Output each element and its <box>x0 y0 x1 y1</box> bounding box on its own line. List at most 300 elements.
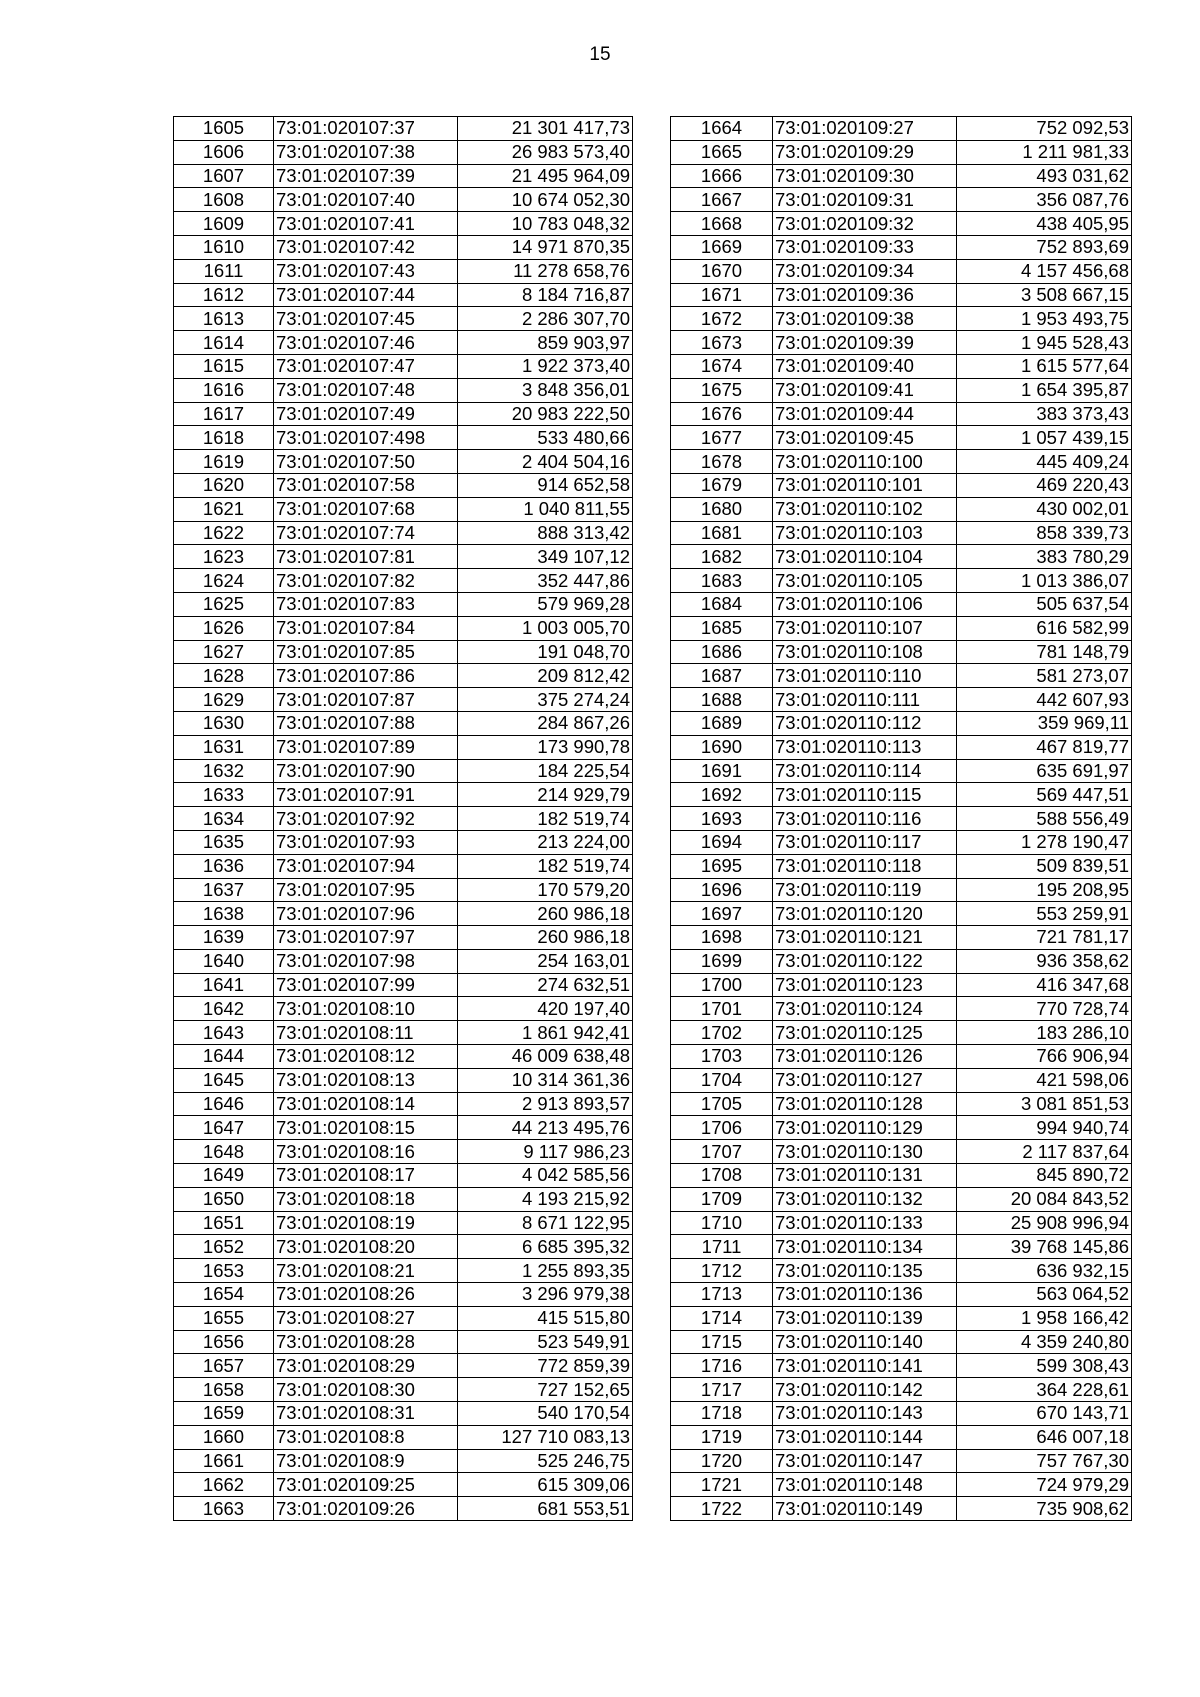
cadastral-value-cell: 581 273,07 <box>957 664 1132 688</box>
table-row <box>174 569 633 593</box>
cadastral-number-cell: 73:01:020110:101 <box>773 473 957 497</box>
cadastral-value-cell: 430 002,01 <box>957 497 1132 521</box>
cadastral-value-cell: 11 278 658,76 <box>458 259 633 283</box>
cadastral-value-cell: 8 671 122,95 <box>458 1211 633 1235</box>
cadastral-number-cell: 73:01:020110:144 <box>773 1425 957 1449</box>
table-row <box>174 1259 633 1283</box>
row-number-cell: 1666 <box>671 164 773 188</box>
cadastral-value-cell: 356 087,76 <box>957 188 1132 212</box>
table-row <box>174 807 633 831</box>
row-number-cell: 1713 <box>671 1283 773 1307</box>
cadastral-number-cell: 73:01:020108:26 <box>274 1283 458 1307</box>
cadastral-number-cell: 73:01:020107:74 <box>274 521 458 545</box>
row-number-cell: 1632 <box>174 759 274 783</box>
row-number-cell: 1680 <box>671 497 773 521</box>
cadastral-number-cell: 73:01:020109:38 <box>773 307 957 331</box>
cadastral-value-cell: 274 632,51 <box>458 973 633 997</box>
row-number-cell: 1606 <box>174 140 274 164</box>
table-row <box>174 1330 633 1354</box>
row-number-cell: 1673 <box>671 331 773 355</box>
cadastral-value-cell: 445 409,24 <box>957 450 1132 474</box>
table-body-right <box>671 117 1132 1521</box>
table-row <box>174 283 633 307</box>
cadastral-value-cell: 1 861 942,41 <box>458 1021 633 1045</box>
cadastral-number-cell: 73:01:020108:30 <box>274 1378 458 1402</box>
cadastral-number-cell: 73:01:020107:82 <box>274 569 458 593</box>
table-row <box>671 1045 1132 1069</box>
table-row <box>174 926 633 950</box>
cadastral-number-cell: 73:01:020110:105 <box>773 569 957 593</box>
cadastral-number-cell: 73:01:020107:37 <box>274 117 458 141</box>
cadastral-number-cell: 73:01:020107:81 <box>274 545 458 569</box>
row-number-cell: 1674 <box>671 354 773 378</box>
cadastral-number-cell: 73:01:020107:87 <box>274 688 458 712</box>
row-number-cell: 1678 <box>671 450 773 474</box>
row-number-cell: 1619 <box>174 450 274 474</box>
cadastral-value-cell: 1 958 166,42 <box>957 1306 1132 1330</box>
cadastral-value-cell: 9 117 986,23 <box>458 1140 633 1164</box>
cadastral-value-cell: 670 143,71 <box>957 1402 1132 1426</box>
cadastral-number-cell: 73:01:020108:17 <box>274 1164 458 1188</box>
table-row <box>671 830 1132 854</box>
row-number-cell: 1709 <box>671 1187 773 1211</box>
row-number-cell: 1657 <box>174 1354 274 1378</box>
page-number: 15 <box>589 44 611 65</box>
table-row <box>671 997 1132 1021</box>
table-row <box>174 307 633 331</box>
row-number-cell: 1712 <box>671 1259 773 1283</box>
cadastral-number-cell: 73:01:020107:41 <box>274 212 458 236</box>
cadastral-number-cell: 73:01:020107:84 <box>274 616 458 640</box>
row-number-cell: 1694 <box>671 830 773 854</box>
table-row <box>174 1045 633 1069</box>
row-number-cell: 1652 <box>174 1235 274 1259</box>
table-row <box>671 140 1132 164</box>
cadastral-value-cell: 6 685 395,32 <box>458 1235 633 1259</box>
cadastral-number-cell: 73:01:020110:112 <box>773 711 957 735</box>
cadastral-value-cell: 127 710 083,13 <box>458 1425 633 1449</box>
cadastral-number-cell: 73:01:020110:141 <box>773 1354 957 1378</box>
cadastral-number-cell: 73:01:020109:27 <box>773 117 957 141</box>
table-row <box>671 426 1132 450</box>
cadastral-number-cell: 73:01:020108:8 <box>274 1425 458 1449</box>
cadastral-number-cell: 73:01:020109:29 <box>773 140 957 164</box>
table-row <box>174 1116 633 1140</box>
row-number-cell: 1633 <box>174 783 274 807</box>
table-row <box>671 711 1132 735</box>
table-row <box>671 1354 1132 1378</box>
table-row <box>174 616 633 640</box>
cadastral-number-cell: 73:01:020110:115 <box>773 783 957 807</box>
table-row <box>174 545 633 569</box>
row-number-cell: 1625 <box>174 592 274 616</box>
cadastral-number-cell: 73:01:020110:147 <box>773 1449 957 1473</box>
cadastral-number-cell: 73:01:020107:42 <box>274 235 458 259</box>
table-row <box>174 973 633 997</box>
cadastral-number-cell: 73:01:020107:96 <box>274 902 458 926</box>
cadastral-number-cell: 73:01:020109:34 <box>773 259 957 283</box>
table-row <box>174 830 633 854</box>
table-row <box>671 545 1132 569</box>
cadastral-value-cell: 888 313,42 <box>458 521 633 545</box>
table-row <box>174 711 633 735</box>
table-row <box>671 212 1132 236</box>
cadastral-value-cell: 44 213 495,76 <box>458 1116 633 1140</box>
row-number-cell: 1644 <box>174 1045 274 1069</box>
table-row <box>671 1068 1132 1092</box>
table-row <box>174 878 633 902</box>
table-row <box>671 949 1132 973</box>
cadastral-value-cell: 4 359 240,80 <box>957 1330 1132 1354</box>
row-number-cell: 1684 <box>671 592 773 616</box>
cadastral-value-cell: 1 945 528,43 <box>957 331 1132 355</box>
cadastral-value-cell: 1 922 373,40 <box>458 354 633 378</box>
cadastral-value-cell: 170 579,20 <box>458 878 633 902</box>
row-number-cell: 1687 <box>671 664 773 688</box>
row-number-cell: 1651 <box>174 1211 274 1235</box>
table-row <box>174 854 633 878</box>
cadastral-value-cell: 727 152,65 <box>458 1378 633 1402</box>
cadastral-value-cell: 1 278 190,47 <box>957 830 1132 854</box>
cadastral-number-cell: 73:01:020108:20 <box>274 1235 458 1259</box>
table-row <box>174 1235 633 1259</box>
cadastral-number-cell: 73:01:020110:149 <box>773 1497 957 1521</box>
row-number-cell: 1636 <box>174 854 274 878</box>
cadastral-value-cell: 2 404 504,16 <box>458 450 633 474</box>
table-row <box>174 783 633 807</box>
table-row <box>174 997 633 1021</box>
table-row <box>174 759 633 783</box>
row-number-cell: 1708 <box>671 1164 773 1188</box>
cadastral-number-cell: 73:01:020108:29 <box>274 1354 458 1378</box>
row-number-cell: 1627 <box>174 640 274 664</box>
cadastral-number-cell: 73:01:020107:93 <box>274 830 458 854</box>
cadastral-number-cell: 73:01:020108:18 <box>274 1187 458 1211</box>
cadastral-value-cell: 553 259,91 <box>957 902 1132 926</box>
cadastral-value-cell: 182 519,74 <box>458 807 633 831</box>
cadastral-value-cell: 8 184 716,87 <box>458 283 633 307</box>
row-number-cell: 1658 <box>174 1378 274 1402</box>
cadastral-value-cell: 14 971 870,35 <box>458 235 633 259</box>
cadastral-number-cell: 73:01:020107:58 <box>274 473 458 497</box>
cadastral-number-cell: 73:01:020110:113 <box>773 735 957 759</box>
cadastral-value-cell: 616 582,99 <box>957 616 1132 640</box>
cadastral-number-cell: 73:01:020108:13 <box>274 1068 458 1092</box>
cadastral-number-cell: 73:01:020110:111 <box>773 688 957 712</box>
cadastral-value-cell: 615 309,06 <box>458 1473 633 1497</box>
table-row <box>174 402 633 426</box>
cadastral-number-cell: 73:01:020109:39 <box>773 331 957 355</box>
table-row <box>671 117 1132 141</box>
row-number-cell: 1699 <box>671 949 773 973</box>
table-row <box>671 759 1132 783</box>
table-row <box>174 1473 633 1497</box>
table-row <box>671 1402 1132 1426</box>
table-row <box>671 521 1132 545</box>
row-number-cell: 1701 <box>671 997 773 1021</box>
cadastral-number-cell: 73:01:020107:50 <box>274 450 458 474</box>
table-row <box>174 1497 633 1521</box>
table-row <box>174 164 633 188</box>
row-number-cell: 1631 <box>174 735 274 759</box>
cadastral-value-cell: 2 913 893,57 <box>458 1092 633 1116</box>
table-row <box>671 283 1132 307</box>
row-number-cell: 1614 <box>174 331 274 355</box>
table-row <box>174 188 633 212</box>
table-row <box>174 235 633 259</box>
table-row <box>671 783 1132 807</box>
row-number-cell: 1639 <box>174 926 274 950</box>
table-row <box>671 235 1132 259</box>
cadastral-value-cell: 1 013 386,07 <box>957 569 1132 593</box>
cadastral-number-cell: 73:01:020110:139 <box>773 1306 957 1330</box>
table-row <box>174 1354 633 1378</box>
cadastral-number-cell: 73:01:020110:135 <box>773 1259 957 1283</box>
cadastral-number-cell: 73:01:020110:131 <box>773 1164 957 1188</box>
cadastral-number-cell: 73:01:020110:121 <box>773 926 957 950</box>
row-number-cell: 1641 <box>174 973 274 997</box>
cadastral-number-cell: 73:01:020110:114 <box>773 759 957 783</box>
cadastral-value-cell: 1 953 493,75 <box>957 307 1132 331</box>
cadastral-number-cell: 73:01:020107:43 <box>274 259 458 283</box>
row-number-cell: 1707 <box>671 1140 773 1164</box>
table-row <box>671 1306 1132 1330</box>
cadastral-number-cell: 73:01:020107:85 <box>274 640 458 664</box>
cadastral-value-cell: 359 969,11 <box>957 711 1132 735</box>
cadastral-value-cell: 2 117 837,64 <box>957 1140 1132 1164</box>
cadastral-number-cell: 73:01:020108:31 <box>274 1402 458 1426</box>
cadastral-value-cell: 540 170,54 <box>458 1402 633 1426</box>
row-number-cell: 1696 <box>671 878 773 902</box>
row-number-cell: 1615 <box>174 354 274 378</box>
table-row <box>671 1449 1132 1473</box>
row-number-cell: 1715 <box>671 1330 773 1354</box>
row-number-cell: 1692 <box>671 783 773 807</box>
cadastral-number-cell: 73:01:020109:41 <box>773 378 957 402</box>
row-number-cell: 1689 <box>671 711 773 735</box>
row-number-cell: 1711 <box>671 1235 773 1259</box>
row-number-cell: 1700 <box>671 973 773 997</box>
cadastral-number-cell: 73:01:020110:148 <box>773 1473 957 1497</box>
cadastral-number-cell: 73:01:020110:129 <box>773 1116 957 1140</box>
cadastral-value-cell: 3 508 667,15 <box>957 283 1132 307</box>
table-row <box>671 1259 1132 1283</box>
table-row <box>174 949 633 973</box>
table-row <box>174 1092 633 1116</box>
row-number-cell: 1640 <box>174 949 274 973</box>
cadastral-value-cell: 184 225,54 <box>458 759 633 783</box>
cadastral-number-cell: 73:01:020107:68 <box>274 497 458 521</box>
cadastral-value-cell: 415 515,80 <box>458 1306 633 1330</box>
row-number-cell: 1697 <box>671 902 773 926</box>
row-number-cell: 1628 <box>174 664 274 688</box>
row-number-cell: 1704 <box>671 1068 773 1092</box>
cadastral-value-cell: 781 148,79 <box>957 640 1132 664</box>
cadastral-value-cell: 646 007,18 <box>957 1425 1132 1449</box>
row-number-cell: 1686 <box>671 640 773 664</box>
cadastral-number-cell: 73:01:020110:108 <box>773 640 957 664</box>
cadastral-number-cell: 73:01:020109:44 <box>773 402 957 426</box>
cadastral-value-cell: 254 163,01 <box>458 949 633 973</box>
table-row <box>174 117 633 141</box>
table-row <box>671 1140 1132 1164</box>
cadastral-number-cell: 73:01:020108:9 <box>274 1449 458 1473</box>
cadastral-number-cell: 73:01:020107:498 <box>274 426 458 450</box>
table-row <box>174 1283 633 1307</box>
cadastral-value-cell: 20 983 222,50 <box>458 402 633 426</box>
cadastral-value-cell: 46 009 638,48 <box>458 1045 633 1069</box>
table-row <box>174 1021 633 1045</box>
table-row <box>174 1164 633 1188</box>
cadastral-value-cell: 195 208,95 <box>957 878 1132 902</box>
cadastral-number-cell: 73:01:020107:89 <box>274 735 458 759</box>
row-number-cell: 1609 <box>174 212 274 236</box>
cadastral-number-cell: 73:01:020108:19 <box>274 1211 458 1235</box>
table-row <box>671 1473 1132 1497</box>
row-number-cell: 1668 <box>671 212 773 236</box>
cadastral-number-cell: 73:01:020110:117 <box>773 830 957 854</box>
row-number-cell: 1722 <box>671 1497 773 1521</box>
cadastral-value-cell: 772 859,39 <box>458 1354 633 1378</box>
cadastral-number-cell: 73:01:020110:133 <box>773 1211 957 1235</box>
cadastral-value-cell: 4 157 456,68 <box>957 259 1132 283</box>
row-number-cell: 1685 <box>671 616 773 640</box>
table-row <box>174 140 633 164</box>
cadastral-number-cell: 73:01:020110:104 <box>773 545 957 569</box>
cadastral-value-cell: 994 940,74 <box>957 1116 1132 1140</box>
table-row <box>671 378 1132 402</box>
table-row <box>671 878 1132 902</box>
table-row <box>671 1425 1132 1449</box>
cadastral-value-cell: 352 447,86 <box>458 569 633 593</box>
row-number-cell: 1610 <box>174 235 274 259</box>
cadastral-value-cell: 383 780,29 <box>957 545 1132 569</box>
row-number-cell: 1611 <box>174 259 274 283</box>
row-number-cell: 1637 <box>174 878 274 902</box>
cadastral-value-cell: 1 057 439,15 <box>957 426 1132 450</box>
table-row <box>671 354 1132 378</box>
cadastral-value-cell: 416 347,68 <box>957 973 1132 997</box>
table-row <box>671 450 1132 474</box>
row-number-cell: 1648 <box>174 1140 274 1164</box>
table-row <box>671 164 1132 188</box>
table-row <box>174 521 633 545</box>
cadastral-value-cell: 914 652,58 <box>458 473 633 497</box>
table-row <box>671 259 1132 283</box>
cadastral-value-cell: 1 654 395,87 <box>957 378 1132 402</box>
cadastral-value-cell: 752 092,53 <box>957 117 1132 141</box>
row-number-cell: 1671 <box>671 283 773 307</box>
table-row <box>671 926 1132 950</box>
table-row <box>671 1283 1132 1307</box>
cadastral-value-cell: 20 084 843,52 <box>957 1187 1132 1211</box>
cadastral-value-cell: 766 906,94 <box>957 1045 1132 1069</box>
cadastral-number-cell: 73:01:020108:11 <box>274 1021 458 1045</box>
row-number-cell: 1621 <box>174 497 274 521</box>
cadastral-value-cell: 681 553,51 <box>458 1497 633 1521</box>
cadastral-number-cell: 73:01:020110:119 <box>773 878 957 902</box>
row-number-cell: 1642 <box>174 997 274 1021</box>
table-row <box>671 854 1132 878</box>
cadastral-value-cell: 260 986,18 <box>458 902 633 926</box>
table-row <box>174 473 633 497</box>
row-number-cell: 1622 <box>174 521 274 545</box>
table-row <box>671 569 1132 593</box>
row-number-cell: 1645 <box>174 1068 274 1092</box>
row-number-cell: 1682 <box>671 545 773 569</box>
cadastral-value-cell: 420 197,40 <box>458 997 633 1021</box>
cadastral-value-cell: 3 848 356,01 <box>458 378 633 402</box>
cadastral-number-cell: 73:01:020110:140 <box>773 1330 957 1354</box>
cadastral-value-cell: 3 081 851,53 <box>957 1092 1132 1116</box>
cadastral-number-cell: 73:01:020107:92 <box>274 807 458 831</box>
cadastral-value-cell: 467 819,77 <box>957 735 1132 759</box>
cadastral-value-cell: 260 986,18 <box>458 926 633 950</box>
table-row <box>174 1306 633 1330</box>
cadastral-number-cell: 73:01:020110:122 <box>773 949 957 973</box>
cadastral-value-cell: 3 296 979,38 <box>458 1283 633 1307</box>
row-number-cell: 1690 <box>671 735 773 759</box>
table-row <box>174 902 633 926</box>
cadastral-value-cell: 569 447,51 <box>957 783 1132 807</box>
cadastral-value-cell: 936 358,62 <box>957 949 1132 973</box>
cadastral-number-cell: 73:01:020107:47 <box>274 354 458 378</box>
row-number-cell: 1698 <box>671 926 773 950</box>
table-row <box>671 1116 1132 1140</box>
table-row <box>174 378 633 402</box>
row-number-cell: 1663 <box>174 1497 274 1521</box>
cadastral-number-cell: 73:01:020110:123 <box>773 973 957 997</box>
cadastral-value-cell: 757 767,30 <box>957 1449 1132 1473</box>
cadastral-number-cell: 73:01:020110:110 <box>773 664 957 688</box>
cadastral-value-cell: 1 211 981,33 <box>957 140 1132 164</box>
cadastral-value-cell: 563 064,52 <box>957 1283 1132 1307</box>
cadastral-value-cell: 724 979,29 <box>957 1473 1132 1497</box>
table-row <box>174 1402 633 1426</box>
table-row <box>671 1235 1132 1259</box>
row-number-cell: 1638 <box>174 902 274 926</box>
table-row <box>671 402 1132 426</box>
row-number-cell: 1612 <box>174 283 274 307</box>
cadastral-value-cell: 1 003 005,70 <box>458 616 633 640</box>
cadastral-number-cell: 73:01:020110:120 <box>773 902 957 926</box>
row-number-cell: 1634 <box>174 807 274 831</box>
table-row <box>671 592 1132 616</box>
cadastral-number-cell: 73:01:020110:127 <box>773 1068 957 1092</box>
cadastral-number-cell: 73:01:020107:40 <box>274 188 458 212</box>
table-row <box>671 640 1132 664</box>
row-number-cell: 1626 <box>174 616 274 640</box>
table-row <box>671 688 1132 712</box>
cadastral-value-cell: 735 908,62 <box>957 1497 1132 1521</box>
cadastral-number-cell: 73:01:020110:125 <box>773 1021 957 1045</box>
row-number-cell: 1643 <box>174 1021 274 1045</box>
row-number-cell: 1654 <box>174 1283 274 1307</box>
table-row <box>174 212 633 236</box>
table-row <box>671 735 1132 759</box>
cadastral-number-cell: 73:01:020110:142 <box>773 1378 957 1402</box>
cadastral-value-cell: 533 480,66 <box>458 426 633 450</box>
table-row <box>671 1211 1132 1235</box>
row-number-cell: 1693 <box>671 807 773 831</box>
cadastral-value-cell: 39 768 145,86 <box>957 1235 1132 1259</box>
row-number-cell: 1659 <box>174 1402 274 1426</box>
cadastral-value-cell: 375 274,24 <box>458 688 633 712</box>
table-row <box>671 1021 1132 1045</box>
cadastral-value-cell: 438 405,95 <box>957 212 1132 236</box>
table-row <box>174 1140 633 1164</box>
cadastral-number-cell: 73:01:020108:10 <box>274 997 458 1021</box>
